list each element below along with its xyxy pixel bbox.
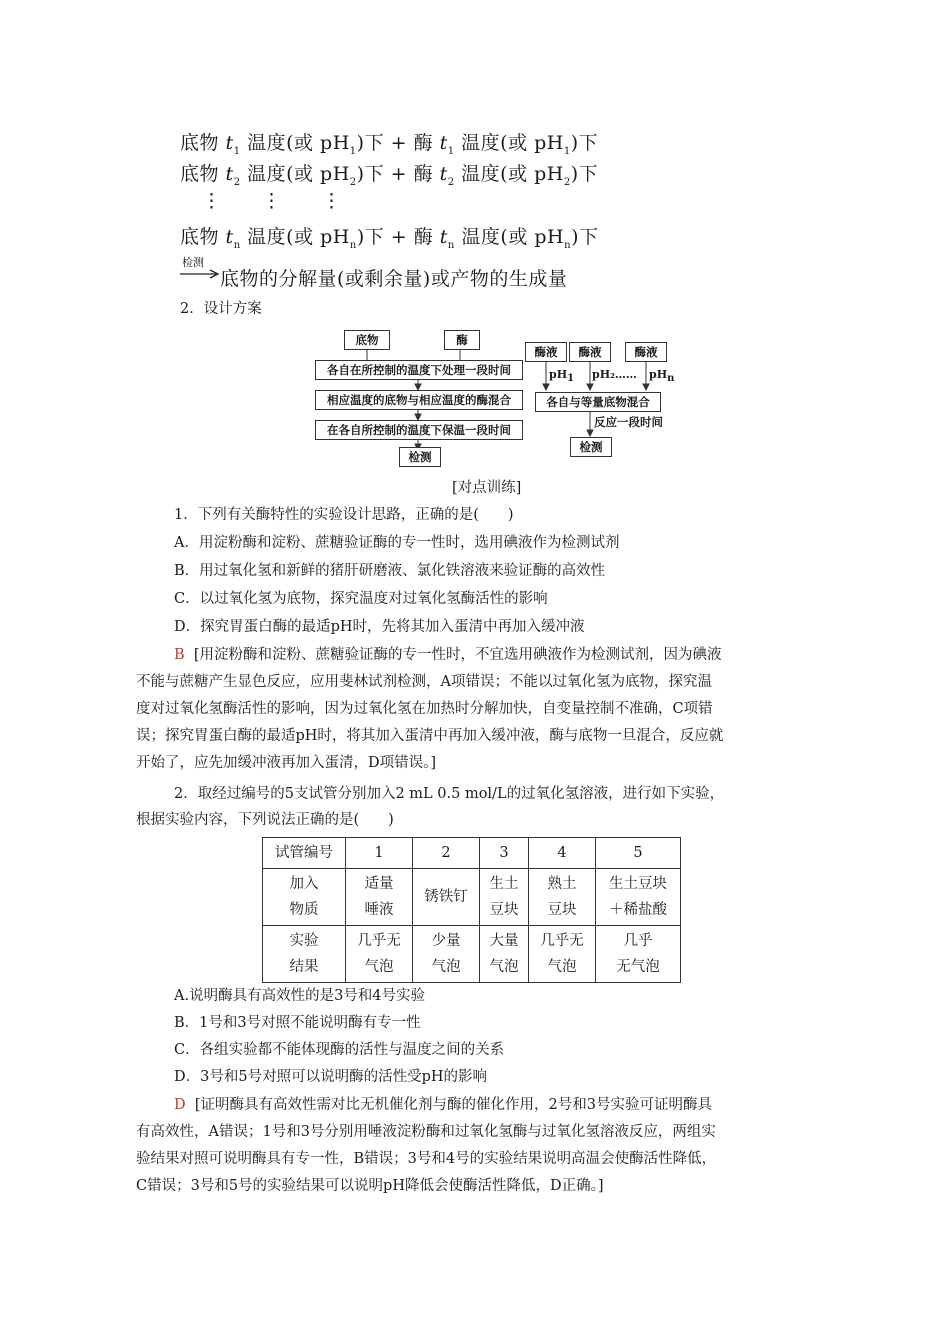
- section-title: 2．设计方案: [180, 301, 262, 317]
- table-cell: 生土豆块 ＋稀盐酸: [596, 869, 681, 926]
- q1-option-b: B．用过氧化氢和新鲜的猪肝研磨液、氯化铁溶液来验证酶的高效性: [174, 563, 606, 579]
- flow-ph2-label: pH₂……: [592, 368, 637, 381]
- flow-phn-label: $pH_n$: [649, 368, 675, 385]
- table-row: [263, 926, 681, 983]
- q1-explanation-line-2: 不能与蔗糖产生显色反应，应用斐林试剂检测，A项错误；不能以过氧化氢为底物，探究温: [136, 674, 712, 690]
- q1-explanation-line-3: 度对过氧化氢酶活性的影响，因为过氧化氢在加热时分解加快，自变量控制不准确，C项错: [136, 701, 713, 717]
- table-cell: 适量 唾液: [346, 869, 413, 926]
- flow-enzyme-box: 酶: [444, 330, 480, 350]
- q1-stem: 1．下列有关酶特性的实验设计思路，正确的是( ): [174, 507, 514, 523]
- experiment-table: [262, 837, 681, 983]
- formula-row-n: 底物 $t_n$ 温度(或 $pH_n$)下 + 酶 $t_n$ 温度(或 $pH_n$)下: [180, 226, 599, 251]
- table-cell: 熟土 豆块: [529, 869, 596, 926]
- q2-explanation-line-1: D [证明酶具有高效性需对比无机催化剂与酶的催化作用，2号和3号实验可证明酶具: [174, 1097, 712, 1113]
- table-cell: 几乎无 气泡: [529, 926, 596, 983]
- q2-option-c: C．各组实验都不能体现酶的活性与温度之间的关系: [174, 1042, 505, 1058]
- table-cell: 1: [346, 838, 413, 869]
- table-cell: 生土 豆块: [480, 869, 529, 926]
- table-cell: 大量 气泡: [480, 926, 529, 983]
- table-cell: 试管编号: [263, 838, 346, 869]
- formula-row-1: 底物 $t_1$ 温度(或 $pH_1$)下 + 酶 $t_1$ 温度(或 $pH_1$)下: [180, 132, 599, 157]
- table-cell: 加入 物质: [263, 869, 346, 926]
- flow-enzyme-liquid-3: 酶液: [625, 342, 667, 362]
- q2-option-d: D．3号和5号对照可以说明酶的活性受pH的影响: [174, 1069, 488, 1085]
- flow-step1-box: 各自在所控制的温度下处理一段时间: [315, 360, 523, 380]
- table-cell: 几乎无 气泡: [346, 926, 413, 983]
- q2-explanation-line-2: 有高效性，A错误；1号和3号分别用唾液淀粉酶和过氧化氢酶与过氧化氢溶液反应，两组实: [136, 1124, 716, 1140]
- q2-stem-line-2: 根据实验内容，下列说法正确的是( ): [136, 812, 394, 828]
- q2-option-a: A.说明酶具有高效性的是3号和4号实验: [174, 988, 426, 1004]
- table-cell: 2: [413, 838, 480, 869]
- right-arrow-icon: [180, 268, 222, 280]
- table-cell: 锈铁钉: [413, 869, 480, 926]
- formula-row-2: 底物 $t_2$ 温度(或 $pH_2$)下 + 酶 $t_2$ 温度(或 $pH_2$)下: [180, 163, 599, 188]
- flow-step3-box: 在各自所控制的温度下保温一段时间: [315, 420, 523, 440]
- table-cell: 4: [529, 838, 596, 869]
- table-row: [263, 838, 681, 869]
- q2-explanation-line-3: 验结果对照可说明酶具有专一性，B错误；3号和4号的实验结果说明高温会使酶活性降低，: [136, 1151, 717, 1167]
- q1-option-a: A．用淀粉酶和淀粉、蔗糖验证酶的专一性时，选用碘液作为检测试剂: [174, 535, 620, 551]
- q2-explanation-line-4: C错误；3号和5号的实验结果可以说明pH降低会使酶活性降低，D正确。]: [136, 1178, 604, 1194]
- flow-ph1-label: $pH_1$: [549, 368, 575, 385]
- q2-option-b: B．1号和3号对照不能说明酶有专一性: [174, 1015, 421, 1031]
- formula-dots-2: ⋮: [262, 190, 282, 212]
- table-cell: 5: [596, 838, 681, 869]
- table-cell: 几乎 无气泡: [596, 926, 681, 983]
- flow-detect-box: 检测: [399, 447, 441, 467]
- formula-dots-1: ⋮: [202, 190, 222, 212]
- table-cell: 3: [480, 838, 529, 869]
- arrow-label: 检测: [182, 256, 204, 269]
- q1-explanation-line-1: B [用淀粉酶和淀粉、蔗糖验证酶的专一性时，不宜选用碘液作为检测试剂，因为碘液: [174, 647, 722, 663]
- flow-mix-box: 各自与等量底物混合: [535, 392, 661, 412]
- flow-react-label: 反应一段时间: [594, 415, 663, 429]
- q1-explanation-line-5: 开始了，应先加缓冲液再加入蛋清，D项错误。]: [136, 755, 437, 771]
- q1-explanation-line-4: 误；探究胃蛋白酶的最适pH时，将其加入蛋清中再加入缓冲液，酶与底物一旦混合，反应就: [136, 728, 724, 744]
- q2-stem-line-1: 2．取经过编号的5支试管分别加入2 mL 0.5 mol/L的过氧化氢溶液，进行如下实验，: [174, 786, 725, 802]
- formula-result: 底物的分解量(或剩余量)或产物的生成量: [220, 268, 568, 290]
- table-cell: 少量 气泡: [413, 926, 480, 983]
- training-title: [对点训练]: [452, 480, 522, 496]
- q1-answer: B: [174, 647, 185, 663]
- q1-option-d: D．探究胃蛋白酶的最适pH时，先将其加入蛋清中再加入缓冲液: [174, 619, 585, 635]
- flow-enzyme-liquid-2: 酶液: [569, 342, 611, 362]
- flow-enzyme-liquid-1: 酶液: [525, 342, 567, 362]
- flow-step2-box: 相应温度的底物与相应温度的酶混合: [315, 390, 523, 410]
- q1-option-c: C．以过氧化氢为底物，探究温度对过氧化氢酶活性的影响: [174, 591, 548, 607]
- formula-dots-3: ⋮: [322, 190, 342, 212]
- table-row: [263, 869, 681, 926]
- table-cell: 实验 结果: [263, 926, 346, 983]
- flow-substrate-box: 底物: [344, 330, 390, 350]
- flow-right-detect-box: 检测: [570, 437, 612, 457]
- q2-answer: D: [174, 1097, 186, 1113]
